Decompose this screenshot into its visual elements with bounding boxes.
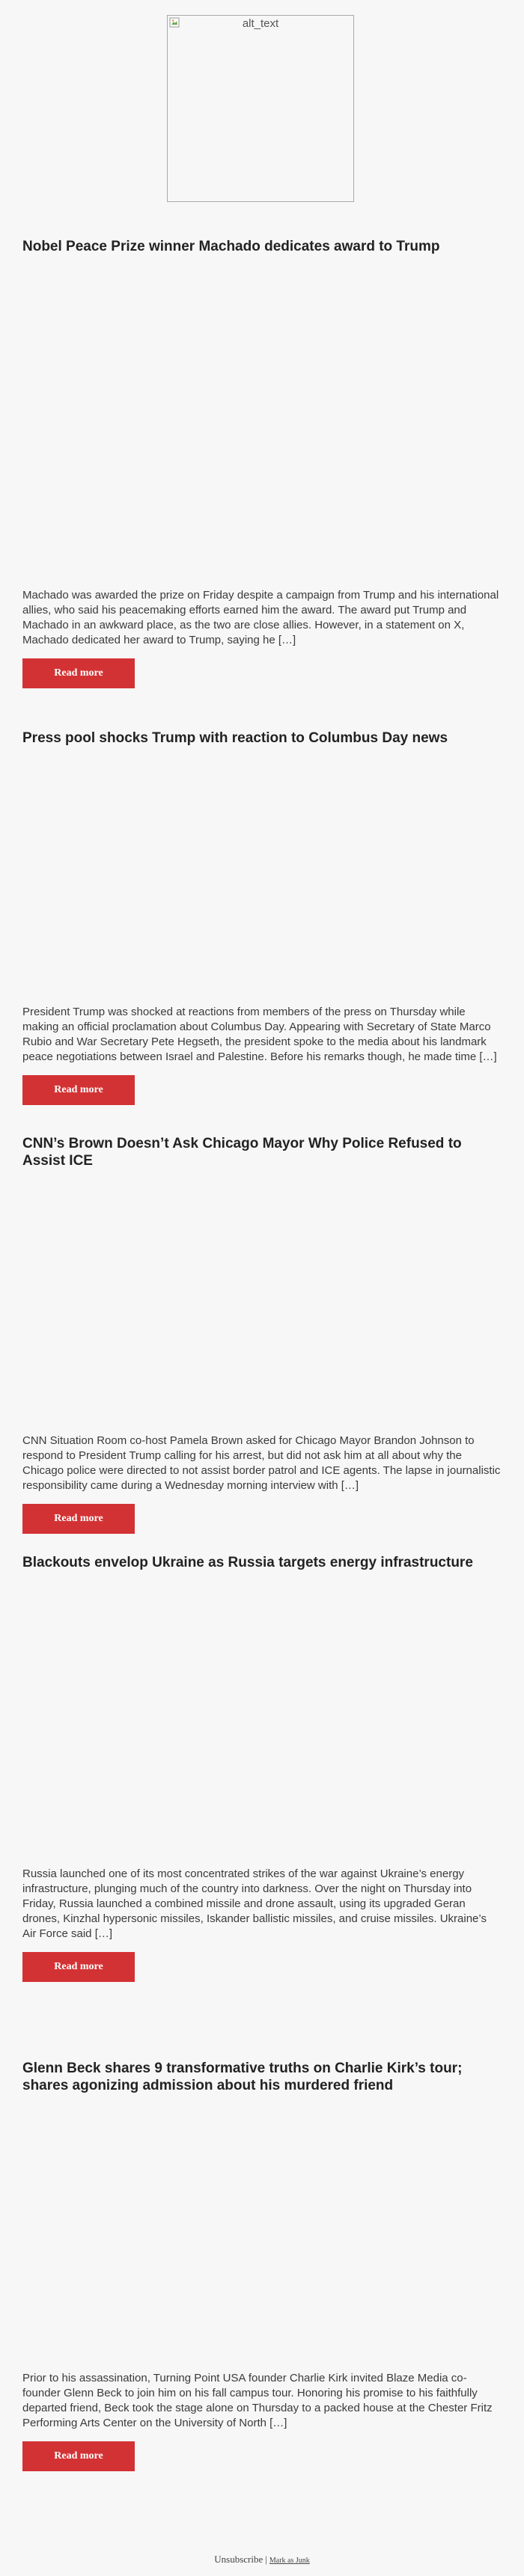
article-image[interactable] xyxy=(22,1571,502,1867)
article-card xyxy=(22,238,502,688)
article-image[interactable] xyxy=(22,747,502,1005)
read-more-button[interactable]: Read more xyxy=(22,1504,135,1534)
article-excerpt: President Trump was shocked at reactions from members of the press on Thursday while making an official proclamation about Columbus Day. Appearing with Secretary of State Marco Rubio and War Secretary Pete Hegseth, the president spoke to the media about his landmark peace negotiations between Israel and Palestine. Before his remarks though, he made time […] xyxy=(22,1006,497,1063)
article-excerpt: Prior to his assassination, Turning Point USA founder Charlie Kirk invited Blaze Media co-founder Glenn Beck to join him on his fall campus tour. Honoring his promise to his faithfully departed friend, Beck took the stage alone on Thursday to a packed house at the Chester Fritz Performing Arts Center on the University of North […] xyxy=(22,2372,493,2429)
article-card xyxy=(22,1135,502,1534)
footer xyxy=(0,2554,524,2566)
header xyxy=(0,0,524,217)
logo-image[interactable] xyxy=(167,15,354,202)
article-image[interactable] xyxy=(22,255,502,588)
article-excerpt: Russia launched one of its most concentrated strikes of the war against Ukraine’s energy infrastructure, plunging much of the country into darkness. Over the night on Thursday into Friday, Russia launched a combined missile and drone assault, using its upgraded Geran drones, Kinzhal hypersonic missiles, Iskander ballistic missiles, and cruise missiles. Ukraine’s Air Force said […] xyxy=(22,1867,487,1940)
article-card xyxy=(22,729,502,1105)
article-image[interactable] xyxy=(22,1169,502,1434)
read-more-button[interactable]: Read more xyxy=(22,2441,135,2471)
article-card xyxy=(22,1554,502,1982)
mark-as-junk-link[interactable]: Mark as Junk xyxy=(269,2557,310,2565)
article-excerpt: Machado was awarded the prize on Friday despite a campaign from Trump and his international allies, who said his peacemaking efforts earned him the award. The award put Trump and Machado in an awkward place, as the two are close allies. However, in a statement on X, Machado dedicated her award to Trump, saying he […] xyxy=(22,589,499,646)
article-title[interactable]: Blackouts envelop Ukraine as Russia targets energy infrastructure xyxy=(22,1555,473,1570)
unsubscribe-link[interactable]: Unsubscribe xyxy=(214,2554,263,2565)
footer-separator: | xyxy=(265,2554,267,2565)
article-card xyxy=(22,2060,502,2471)
read-more-button[interactable]: Read more xyxy=(22,658,135,688)
read-more-button[interactable]: Read more xyxy=(22,1075,135,1105)
article-title[interactable]: Glenn Beck shares 9 transformative truths on Charlie Kirk’s tour; shares agonizing admission about his murdered friend xyxy=(22,2061,463,2093)
logo-alt-text: alt_text xyxy=(242,17,279,30)
article-title[interactable]: Nobel Peace Prize winner Machado dedicates award to Trump xyxy=(22,239,440,254)
article-title[interactable]: CNN’s Brown Doesn’t Ask Chicago Mayor Why Police Refused to Assist ICE xyxy=(22,1136,462,1169)
article-image[interactable] xyxy=(22,2094,502,2371)
article-title[interactable]: Press pool shocks Trump with reaction to Columbus Day news xyxy=(22,730,448,746)
article-excerpt: CNN Situation Room co-host Pamela Brown asked for Chicago Mayor Brandon Johnson to respond to President Trump calling for his arrest, but did not ask him at all about why the Chicago police were directed to not assist border patrol and ICE agents. The lapse in journalistic responsibility came during a Wednesday morning interview with […] xyxy=(22,1434,501,1492)
read-more-button[interactable]: Read more xyxy=(22,1952,135,1982)
